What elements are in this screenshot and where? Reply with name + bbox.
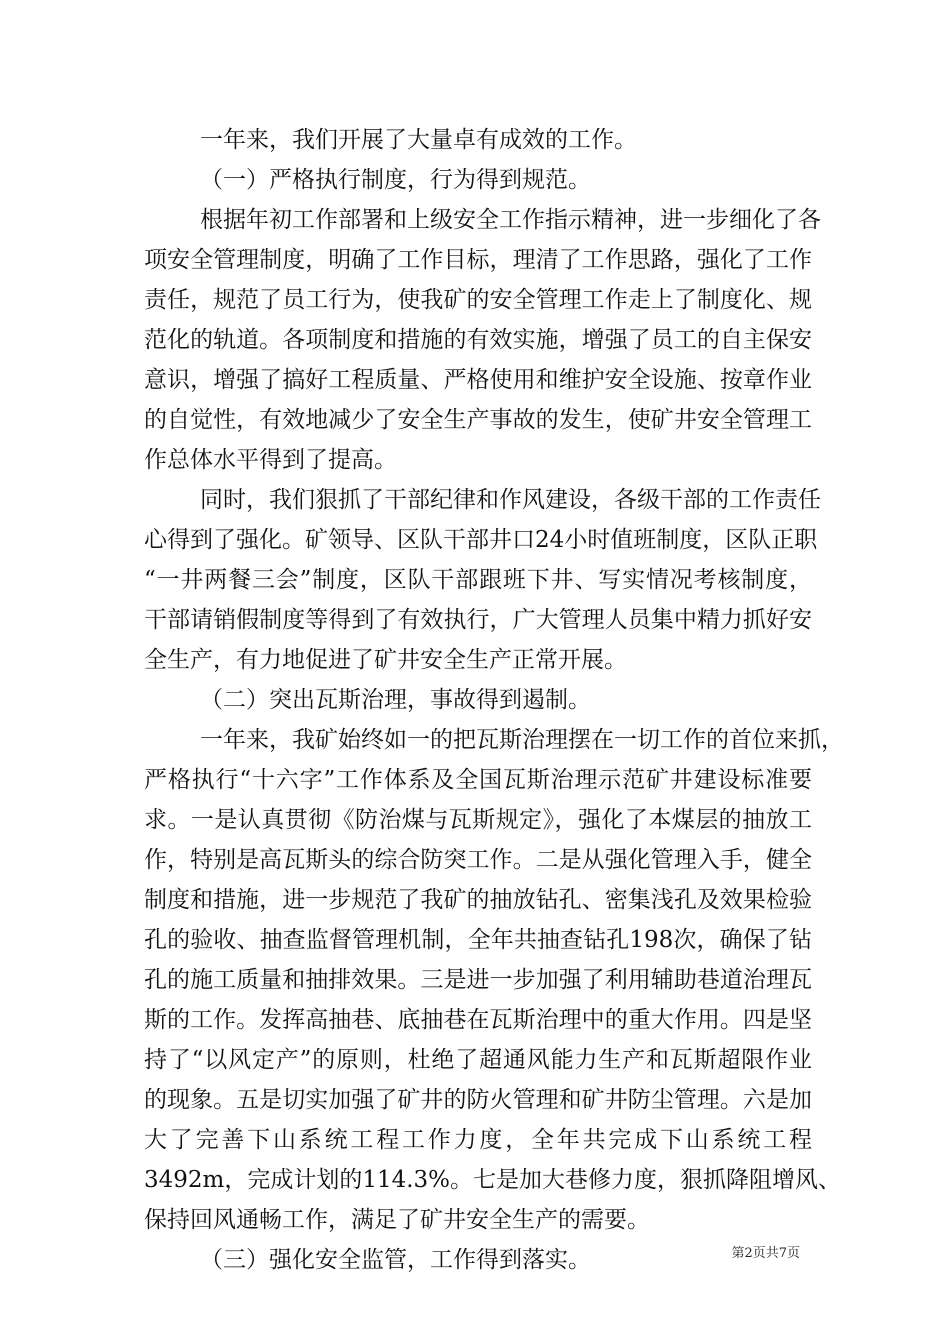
paragraph-line: 一年来，我们开展了大量卓有成效的工作。: [200, 127, 637, 153]
paragraph-line: 孔的验收、抽查监督管理机制，全年共抽查钻孔198次，确保了钻: [144, 927, 812, 953]
paragraph-line: 持了“以风定产”的原则，杜绝了超通风能力生产和瓦斯超限作业: [144, 1047, 812, 1073]
paragraph-line: 范化的轨道。各项制度和措施的有效实施，增强了员工的自主保安: [144, 327, 812, 353]
paragraph-line: 3492m，完成计划的114.3%。七是加大巷修力度，狠抓降阻增风、: [144, 1167, 842, 1193]
section-heading-3: （三）强化安全监管，工作得到落实。: [200, 1247, 591, 1273]
paragraph-line: 的现象。五是切实加强了矿井的防火管理和矿井防尘管理。六是加: [144, 1087, 812, 1113]
page-number-footer: 第2页共7页: [731, 1246, 800, 1261]
paragraph-line: 的自觉性，有效地减少了安全生产事故的发生，使矿井安全管理工: [144, 407, 812, 433]
paragraph-line: 孔的施工质量和抽排效果。三是进一步加强了利用辅助巷道治理瓦: [144, 967, 812, 993]
paragraph-line: 一年来，我矿始终如一的把瓦斯治理摆在一切工作的首位来抓，: [200, 727, 844, 753]
paragraph-line: 作，特别是高瓦斯头的综合防突工作。二是从强化管理入手，健全: [144, 847, 812, 873]
paragraph-line: 保持回风通畅工作，满足了矿井安全生产的需要。: [144, 1207, 650, 1233]
paragraph-line: 项安全管理制度，明确了工作目标，理清了工作思路，强化了工作: [144, 247, 812, 273]
paragraph-line: 意识，增强了搞好工程质量、严格使用和维护安全设施、按章作业: [144, 367, 812, 393]
paragraph-line: 制度和措施，进一步规范了我矿的抽放钻孔、密集浅孔及效果检验: [144, 887, 812, 913]
paragraph-line: 严格执行“十六字”工作体系及全国瓦斯治理示范矿井建设标准要: [144, 767, 812, 793]
paragraph-line: 同时，我们狠抓了干部纪律和作风建设，各级干部的工作责任: [200, 487, 821, 513]
paragraph-line: 作总体水平得到了提高。: [144, 447, 397, 473]
section-heading-2: （二）突出瓦斯治理，事故得到遏制。: [200, 687, 591, 713]
paragraph-line: 根据年初工作部署和上级安全工作指示精神，进一步细化了各: [200, 207, 821, 233]
paragraph-line: 心得到了强化。矿领导、区队干部井口24小时值班制度，区队正职: [144, 527, 818, 553]
paragraph-line: 求。一是认真贯彻《防治煤与瓦斯规定》，强化了本煤层的抽放工: [144, 807, 812, 833]
paragraph-line: 大了完善下山系统工程工作力度，全年共完成下山系统工程: [144, 1127, 812, 1153]
paragraph-line: “一井两餐三会”制度，区队干部跟班下井、写实情况考核制度，: [144, 567, 812, 593]
paragraph-line: 全生产，有力地促进了矿井安全生产正常开展。: [144, 647, 627, 673]
paragraph-line: 干部请销假制度等得到了有效执行，广大管理人员集中精力抓好安: [144, 607, 812, 633]
paragraph-line: 斯的工作。发挥高抽巷、底抽巷在瓦斯治理中的重大作用。四是坚: [144, 1007, 812, 1033]
section-heading-1: （一）严格执行制度，行为得到规范。: [200, 167, 591, 193]
paragraph-line: 责任，规范了员工行为，使我矿的安全管理工作走上了制度化、规: [144, 287, 812, 313]
